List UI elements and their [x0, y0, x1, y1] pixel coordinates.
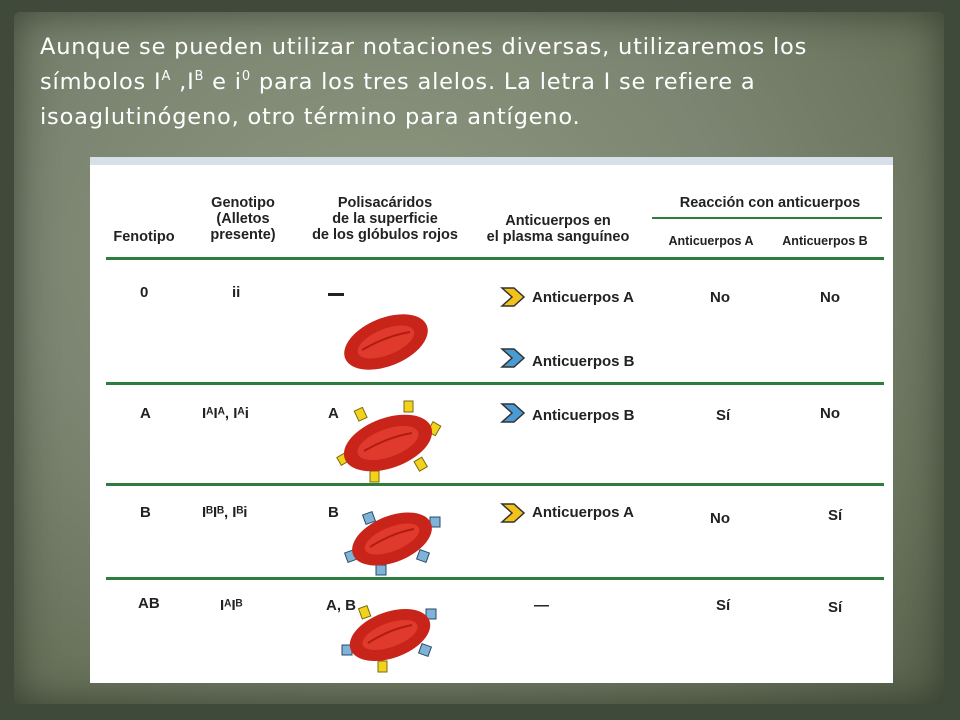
row-2-genotype: IᴮIᴮ, Iᴮi	[202, 504, 248, 521]
row-0-surface-dash	[328, 293, 344, 296]
row-1-react-b: No	[820, 405, 840, 422]
intro-text-3: e i	[204, 69, 242, 95]
header-reaction-rule	[652, 217, 882, 219]
row-1-antibody-1: Anticuerpos B	[532, 407, 635, 424]
row-3-antibodies-none: —	[534, 597, 549, 614]
header-polysaccharides: Polisacáridos de la superficie de los glóbulos rojos	[312, 195, 458, 243]
row-0-react-b: No	[820, 289, 840, 306]
row-3-phenotype: AB	[138, 595, 160, 612]
row-0-react-a: No	[710, 289, 730, 306]
row-3-genotype: IᴬIᴮ	[220, 597, 243, 614]
row-3-react-b: Sí	[828, 599, 843, 616]
header-reaction: Reacción con anticuerpos	[679, 195, 861, 211]
header-phenotype: Fenotipo	[113, 229, 175, 245]
rbc-icon	[340, 310, 432, 374]
antibody-b-icon	[498, 345, 528, 371]
antibody-a-icon	[498, 500, 528, 526]
row-1-surface: A	[328, 405, 339, 422]
intro-sup-2: B	[194, 68, 205, 84]
row-2-antibody-1: Anticuerpos A	[532, 504, 634, 521]
row-0-antibody-1: Anticuerpos A	[532, 289, 634, 306]
row-3-surface: A, B	[326, 597, 356, 614]
row-0-phenotype: 0	[140, 284, 149, 301]
row-rule-0	[106, 257, 884, 260]
row-2-phenotype: B	[140, 504, 151, 521]
figure-top-bar	[90, 157, 893, 165]
header-reaction-a: Anticuerpos A	[668, 234, 754, 248]
header-genotype: Genotipo (Alletos presente)	[210, 195, 276, 243]
row-rule-3	[106, 577, 884, 580]
header-antibodies: Anticuerpos en el plasma sanguíneo	[486, 213, 630, 245]
row-0-genotype: ii	[232, 284, 241, 301]
intro-sup-3: 0	[241, 68, 251, 84]
row-3-react-a: Sí	[716, 597, 731, 614]
row-rule-2	[106, 483, 884, 486]
intro-text-2: ,I	[171, 69, 195, 95]
row-0-antibody-2: Anticuerpos B	[532, 353, 635, 370]
intro-paragraph	[40, 30, 920, 135]
rbc-with-b-antigens-icon	[338, 499, 448, 579]
antibody-a-icon	[498, 284, 528, 310]
intro-text-4: para los tres alelos. La letra I se refiere a isoaglutinógeno, otro término para antígeno.	[40, 69, 756, 130]
row-2-react-b: Sí	[828, 507, 843, 524]
intro-sup-1: A	[161, 68, 172, 84]
row-1-genotype: IᴬIᴬ, Iᴬi	[202, 405, 249, 422]
rbc-with-a-antigens-icon	[330, 397, 450, 487]
blood-type-table-figure	[90, 157, 893, 683]
row-1-react-a: Sí	[716, 407, 731, 424]
row-2-react-a: No	[710, 510, 730, 527]
intro-text-1: Aunque se pueden utilizar notaciones diversas, utilizaremos los símbolos I	[40, 34, 808, 95]
row-1-phenotype: A	[140, 405, 151, 422]
header-reaction-b: Anticuerpos B	[782, 234, 868, 248]
row-rule-1	[106, 382, 884, 385]
row-2-surface: B	[328, 504, 339, 521]
rbc-with-ab-antigens-icon	[336, 591, 446, 675]
antibody-b-icon	[498, 400, 528, 426]
